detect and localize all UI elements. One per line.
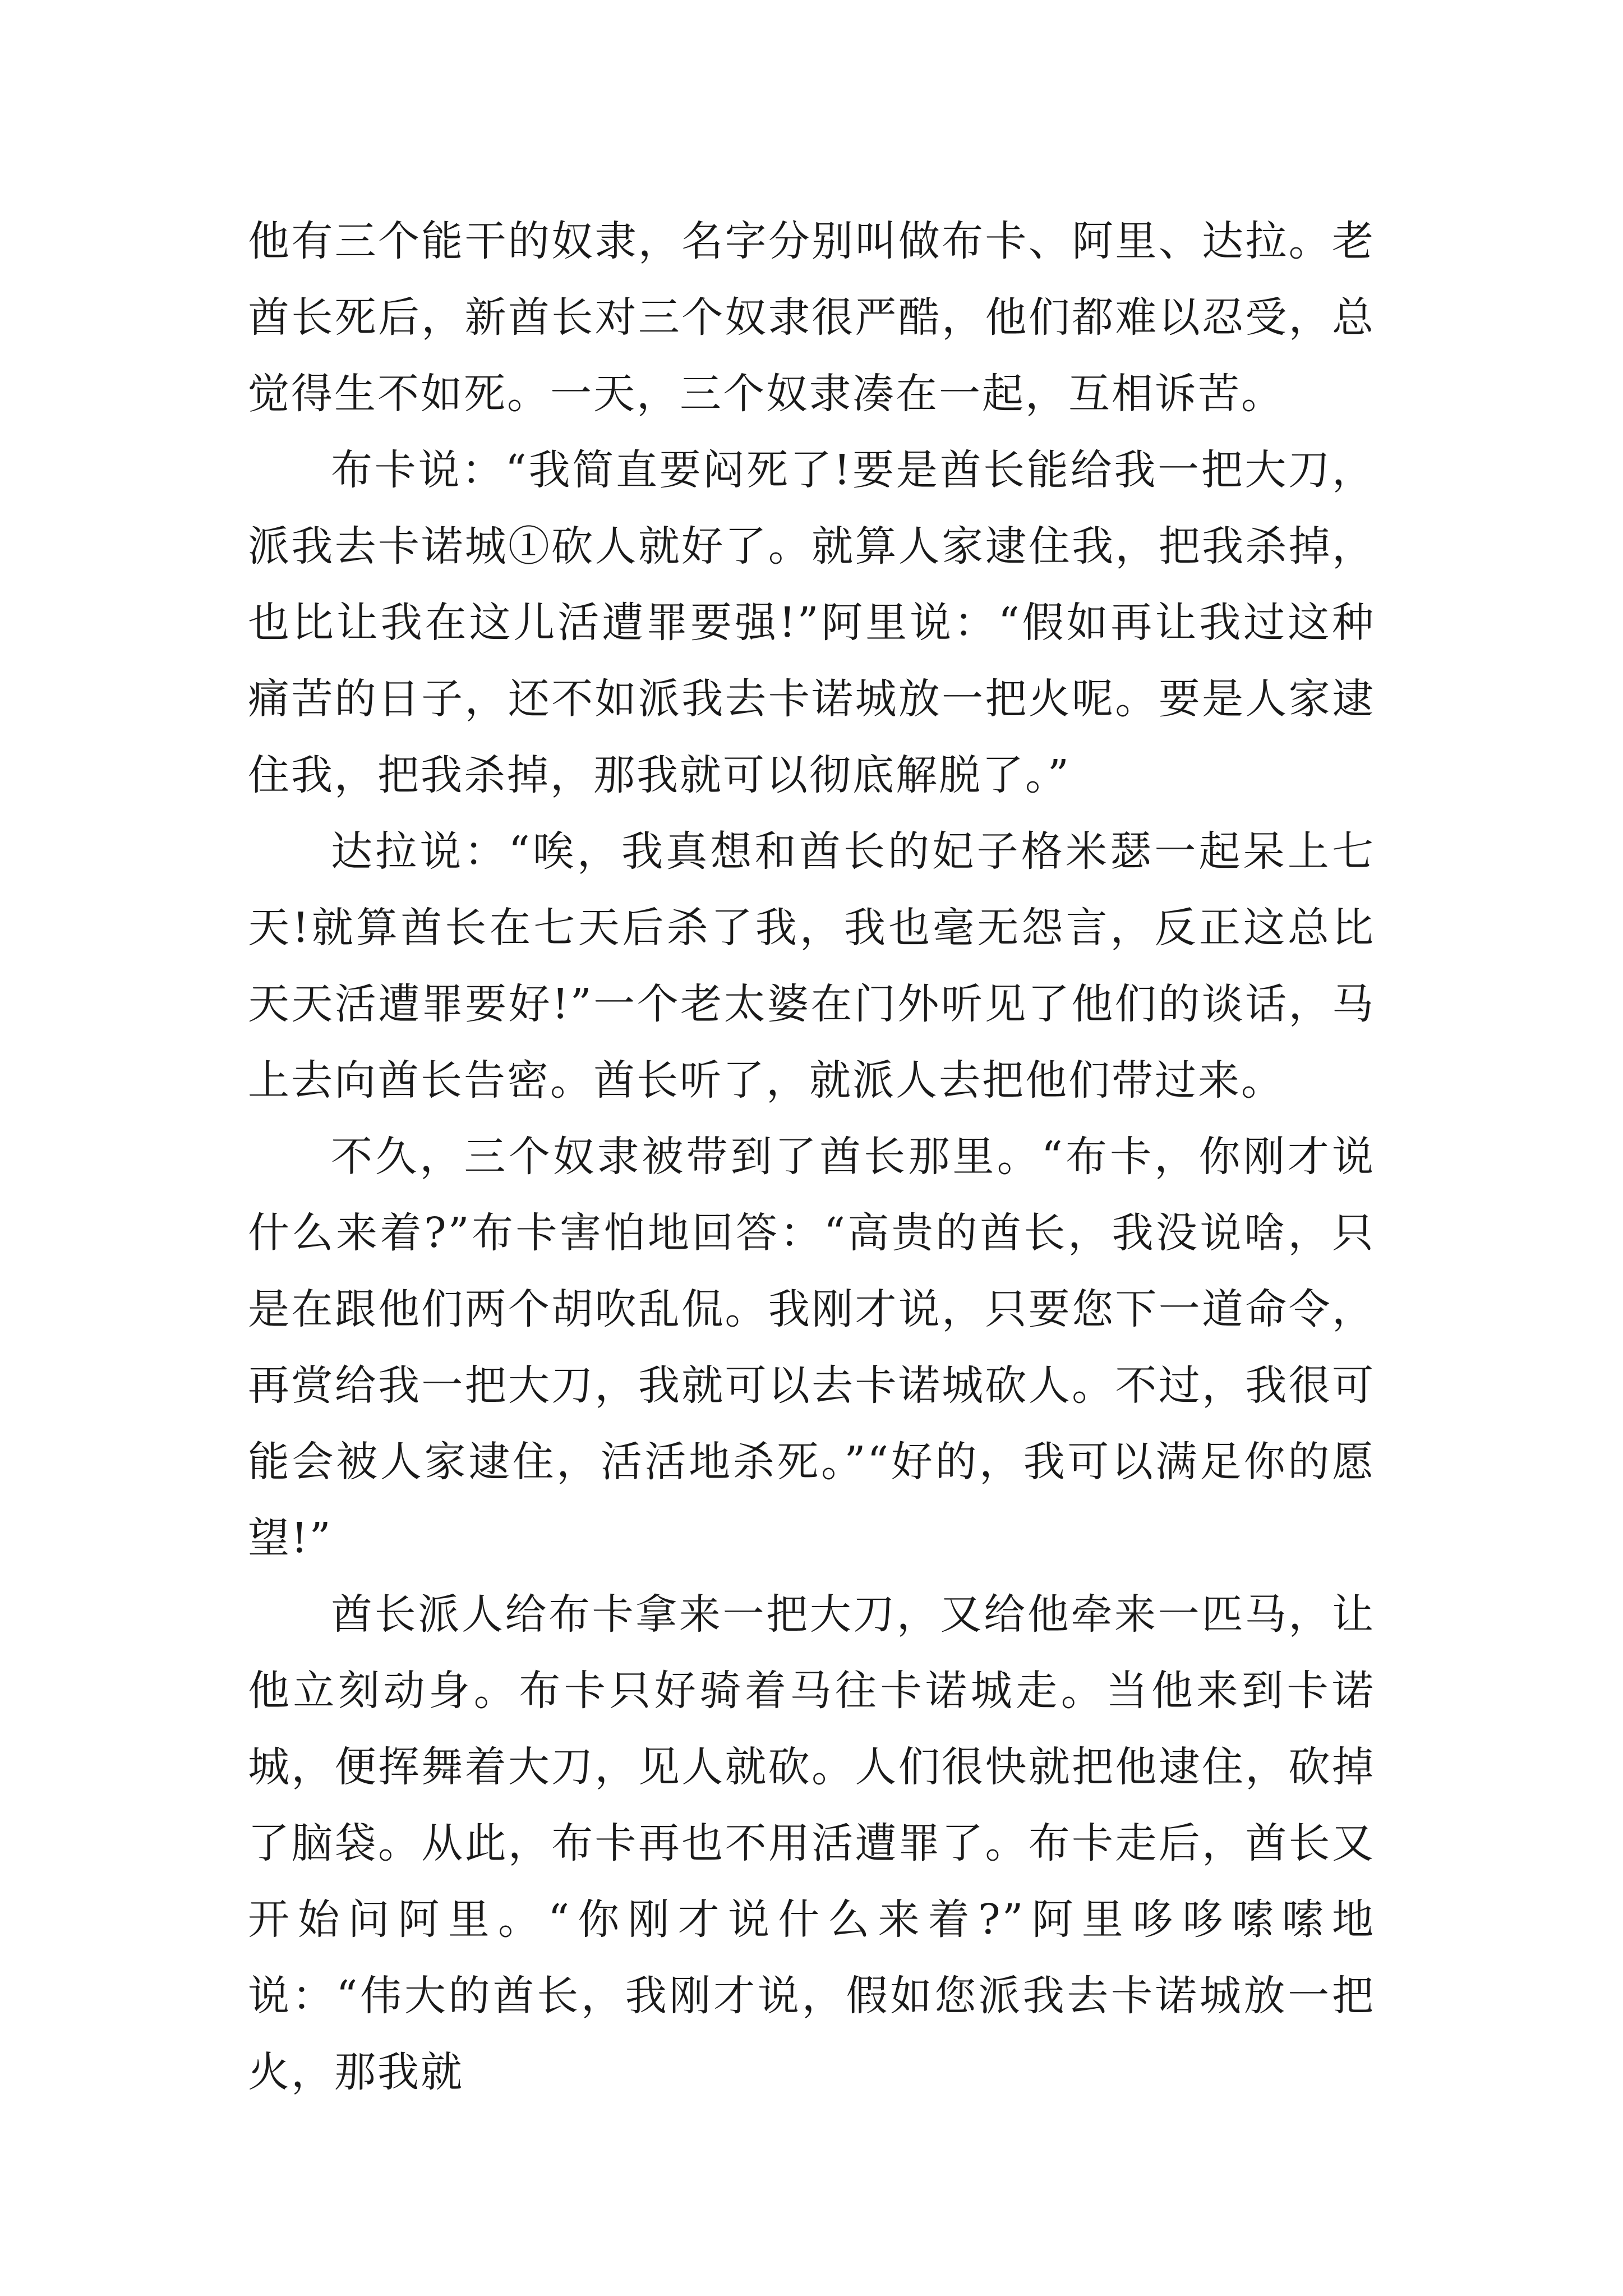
body-text (248, 203, 1375, 2110)
paragraph-2: 布卡说：“我简直要闷死了!要是酋长能给我一把大刀，派我去卡诺城①砍人就好了。就算人家逮住我，把我杀掉，也比让我在这儿活遭罪要强!”阿里说：“假如再让我过这种痛苦的日子，还不如派我去卡诺城放一把火呢。要是人家逮住我，把我杀掉，那我就可以彻底解脱了。” (248, 446, 1375, 799)
paragraph-5: 酋长派人给布卡拿来一把大刀，又给他牵来一匹马，让他立刻动身。布卡只好骑着马往卡诺城走。当他来到卡诺城，便挥舞着大刀，见人就砍。人们很快就把他逮住，砍掉了脑袋。从此，布卡再也不用活遭罪了。布卡走后，酋长又开始问阿里。“你刚才说什么来着?”阿里哆哆嗦嗦地说：“伟大的酋长，我刚才说，假如您派我去卡诺城放一把火，那我就 (248, 1590, 1375, 2096)
paragraph-1: 他有三个能干的奴隶，名字分别叫做布卡、阿里、达拉。老酋长死后，新酋长对三个奴隶很严酷，他们都难以忍受，总觉得生不如死。一天，三个奴隶凑在一起，互相诉苦。 (248, 217, 1375, 418)
paragraph-3: 达拉说：“唉，我真想和酋长的妃子格米瑟一起呆上七天!就算酋长在七天后杀了我，我也毫无怨言，反正这总比天天活遭罪要好!”一个老太婆在门外听见了他们的谈话，马上去向酋长告密。酋长听了，就派人去把他们带过来。 (248, 827, 1375, 1105)
paragraph-4: 不久，三个奴隶被带到了酋长那里。“布卡，你刚才说什么来着?”布卡害怕地回答：“高贵的酋长，我没说啥，只是在跟他们两个胡吹乱侃。我刚才说，只要您下一道命令，再赏给我一把大刀，我就可以去卡诺城砍人。不过，我很可能会被人家逮住，活活地杀死。”“好的，我可以满足你的愿望!” (248, 1133, 1375, 1562)
